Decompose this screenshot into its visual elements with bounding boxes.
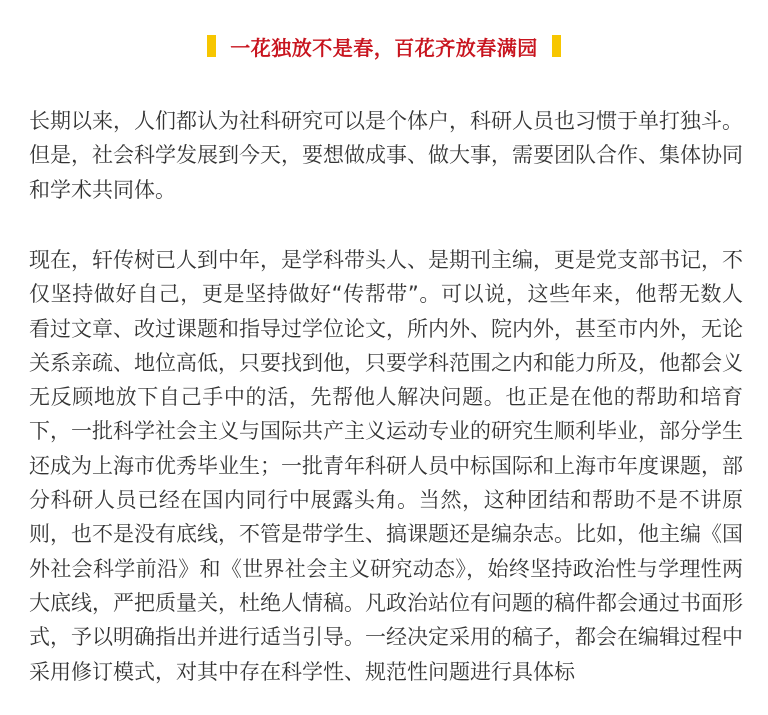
section-heading [0,32,768,60]
section-heading-text: 一花独放不是春，百花齐放春满园 [230,35,538,60]
heading-left-accent-bar [207,35,216,57]
article-paragraph: 现在，轩传树已人到中年，是学科带头人、是期刊主编，更是党支部书记，不仅坚持做好自己，更是坚持做好“传帮带”。可以说，这些年来，他帮无数人看过文章、改过课题和指导过学位论文，所内外、院内外，甚至市内外，无论关系亲疏、地位高低，只要找到他，只要学科范围之内和能力所及，他都会义无反顾地放下自己手中的活，先帮他人解决问题。也正是在他的帮助和培育下，一批科学社会主义与国际共产主义运动专业的研究生顺利毕业，部分学生还成为上海市优秀毕业生；一批青年科研人员中标国际和上海市年度课题，部分科研人员已经在国内同行中展露头角。当然，这种团结和帮助不是不讲原则，也不是没有底线，不管是带学生、搞课题还是编杂志。比如，他主编《国外社会科学前沿》和《世界社会主义研究动态》，始终坚持政治性与学理性两大底线，严把质量关，杜绝人情稿。凡政治站位有问题的稿件都会通过书面形式，予以明确指出并进行适当引导。一经决定采用的稿子，都会在编辑过程中采用修订模式，对其中存在科学性、规范性问题进行具体标 [29,248,743,684]
heading-right-accent-bar [552,35,561,57]
article-paragraph: 长期以来，人们都认为社科研究可以是个体户，科研人员也习惯于单打独斗。但是，社会科学发展到今天，要想做成事、做大事，需要团队合作、集体协同和学术共同体。 [29,109,743,202]
